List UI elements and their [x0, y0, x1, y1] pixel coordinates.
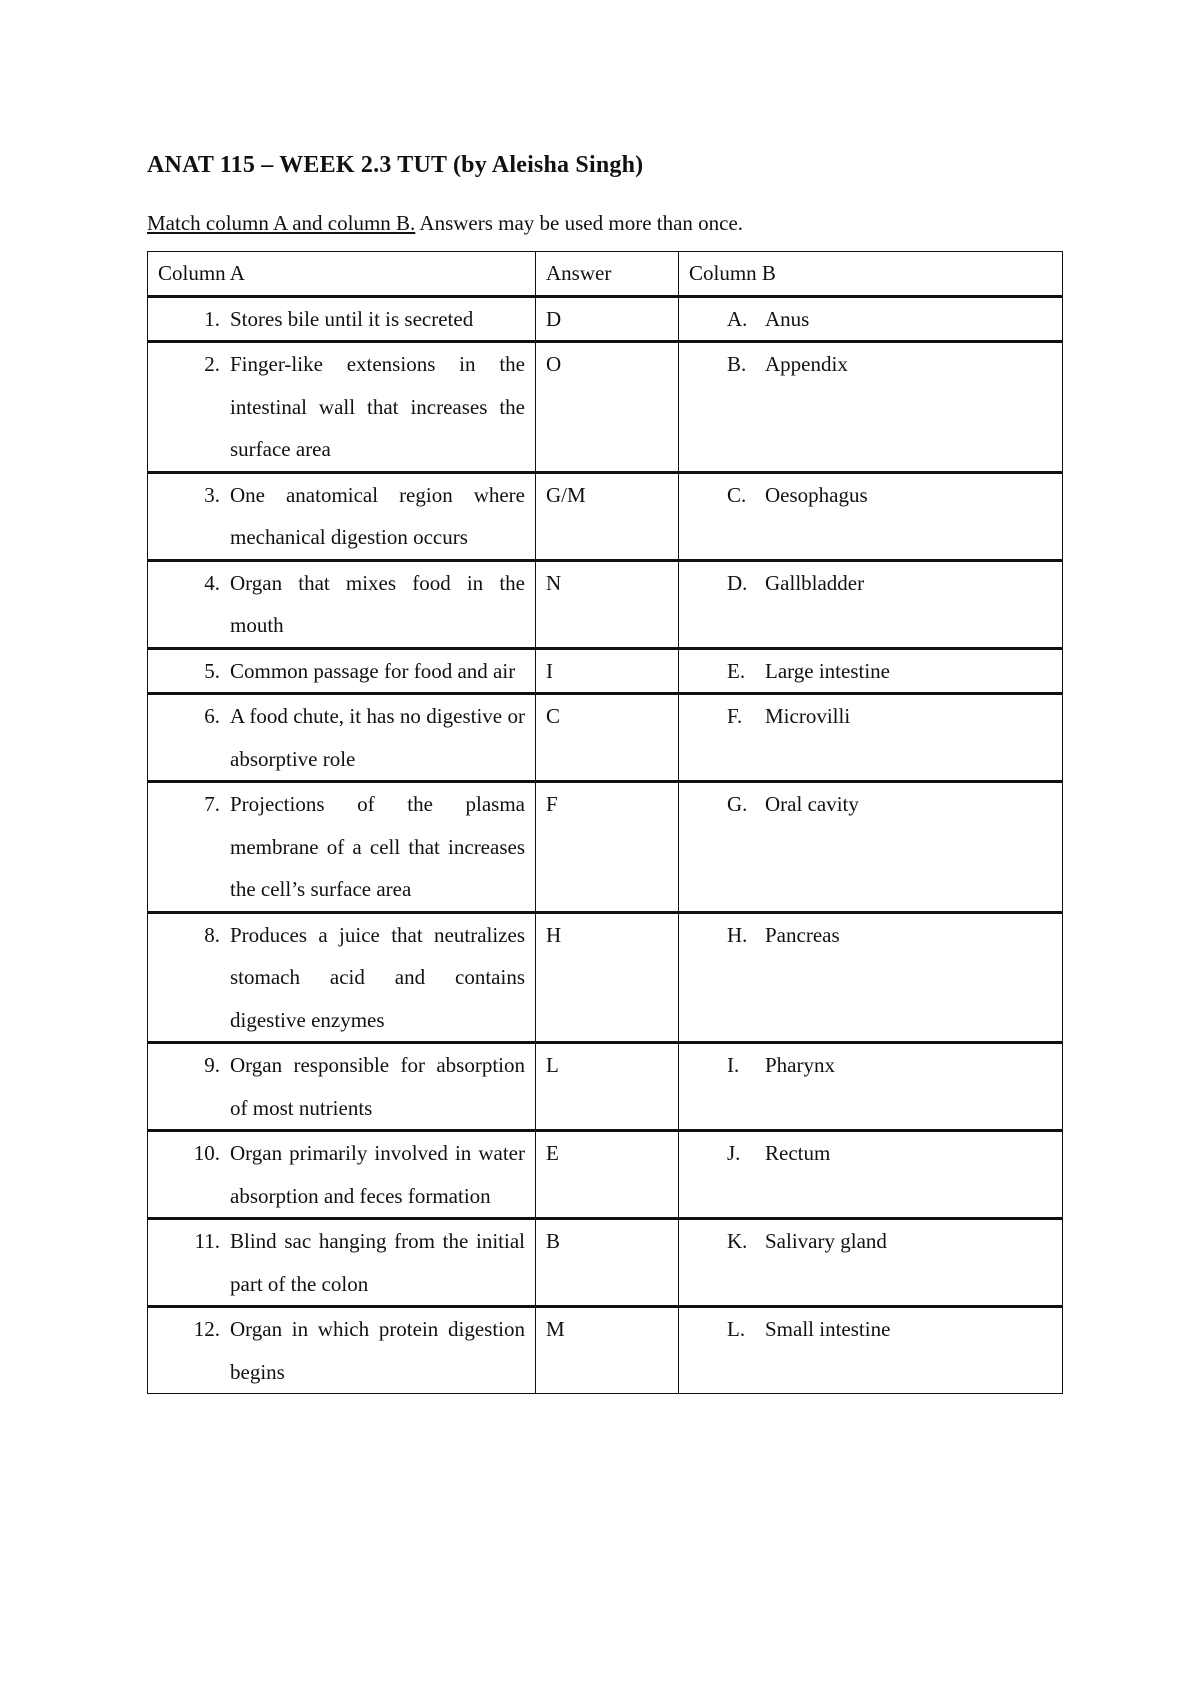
column-b-cell	[679, 296, 1063, 342]
document-title: ANAT 115 – WEEK 2.3 TUT (by Aleisha Singh)	[147, 152, 644, 178]
table-row	[148, 912, 1063, 1043]
question-number: 2.	[204, 352, 220, 376]
question-number: 12.	[193, 1317, 220, 1341]
option-text: Gallbladder	[765, 570, 865, 595]
table-row	[148, 472, 1063, 560]
answer-cell: M	[536, 1307, 679, 1394]
column-a-cell	[148, 782, 536, 913]
question-number: 10.	[193, 1141, 220, 1165]
column-a-cell	[148, 912, 536, 1043]
table-row	[148, 648, 1063, 694]
question-number: 8.	[204, 922, 220, 947]
column-a-cell	[148, 1131, 536, 1219]
instructions	[147, 210, 1062, 236]
answer-cell: D	[536, 296, 679, 342]
option-letter: F.	[727, 704, 743, 728]
column-b-cell	[679, 472, 1063, 560]
question-text: Organ primarily involved in water absorption and feces formation	[230, 1141, 525, 1208]
column-a-cell	[148, 1307, 536, 1394]
answer-cell: L	[536, 1043, 679, 1131]
question-text: Organ in which protein digestion begins	[230, 1317, 525, 1384]
option-text: Anus	[765, 306, 810, 331]
question-number: 6.	[204, 704, 220, 728]
question-text: Finger-like extensions in the intestinal wall that increases the surface area	[230, 352, 525, 461]
question-text: Blind sac hanging from the initial part of the colon	[230, 1229, 525, 1296]
column-a-cell	[148, 648, 536, 694]
option-letter: A.	[727, 306, 748, 331]
column-b-cell	[679, 1131, 1063, 1219]
option-text: Salivary gland	[765, 1229, 887, 1253]
column-a-cell	[148, 1043, 536, 1131]
column-b-cell	[679, 694, 1063, 782]
column-a-cell	[148, 342, 536, 473]
column-a-cell	[148, 560, 536, 648]
column-b-cell	[679, 1219, 1063, 1307]
question-number: 9.	[204, 1053, 220, 1077]
question-number: 4.	[204, 570, 220, 595]
answer-cell: G/M	[536, 472, 679, 560]
option-text: Pancreas	[765, 922, 840, 947]
table-row	[148, 296, 1063, 342]
answer-cell: H	[536, 912, 679, 1043]
question-text: Produces a juice that neutralizes stomach acid and contains digestive enzymes	[230, 922, 525, 1032]
question-text: Common passage for food and air	[230, 658, 516, 683]
option-text: Appendix	[765, 352, 848, 376]
table-header-row	[148, 252, 1063, 297]
option-text: Large intestine	[765, 658, 890, 683]
answer-cell: O	[536, 342, 679, 473]
option-letter: C.	[727, 482, 747, 507]
column-a-cell	[148, 472, 536, 560]
column-a-cell	[148, 1219, 536, 1307]
column-a-cell	[148, 296, 536, 342]
table-row	[148, 342, 1063, 473]
matching-table	[147, 251, 1063, 1394]
document-page	[147, 150, 1062, 1394]
column-b-cell	[679, 648, 1063, 694]
option-text: Small intestine	[765, 1317, 891, 1341]
option-text: Oral cavity	[765, 792, 859, 816]
column-b-cell	[679, 342, 1063, 473]
table-row	[148, 1307, 1063, 1394]
column-b-cell	[679, 782, 1063, 913]
answer-cell: B	[536, 1219, 679, 1307]
question-number: 5.	[204, 658, 220, 683]
header-column-b: Column B	[679, 252, 1063, 297]
question-text: Organ that mixes food in the mouth	[230, 570, 525, 637]
column-a-cell	[148, 694, 536, 782]
table-row	[148, 560, 1063, 648]
table-row	[148, 1043, 1063, 1131]
column-b-cell	[679, 560, 1063, 648]
table-row	[148, 694, 1063, 782]
option-text: Pharynx	[765, 1053, 835, 1077]
instructions-underlined: Match column A and column B.	[147, 211, 416, 235]
table-row	[148, 1219, 1063, 1307]
option-letter: B.	[727, 352, 747, 376]
answer-cell: C	[536, 694, 679, 782]
question-text: Organ responsible for absorption of most nutrients	[230, 1053, 525, 1120]
answer-cell: F	[536, 782, 679, 913]
option-letter: L.	[727, 1317, 746, 1341]
question-number: 11.	[194, 1229, 220, 1253]
instructions-rest: Answers may be used more than once.	[415, 211, 744, 235]
option-letter: G.	[727, 792, 748, 816]
table-row	[148, 1131, 1063, 1219]
answer-cell: N	[536, 560, 679, 648]
option-letter: I.	[727, 1053, 740, 1077]
column-b-cell	[679, 1043, 1063, 1131]
question-text: Stores bile until it is secreted	[230, 306, 474, 331]
header-column-a: Column A	[148, 252, 536, 297]
question-text: One anatomical region where mechanical digestion occurs	[230, 482, 525, 549]
question-number: 7.	[204, 792, 220, 816]
option-text: Rectum	[765, 1141, 831, 1165]
option-text: Microvilli	[765, 704, 851, 728]
question-text: A food chute, it has no digestive or absorptive role	[230, 704, 525, 771]
option-letter: K.	[727, 1229, 748, 1253]
column-b-cell	[679, 1307, 1063, 1394]
option-text: Oesophagus	[765, 482, 868, 507]
question-number: 3.	[204, 482, 220, 507]
option-letter: D.	[727, 570, 748, 595]
option-letter: E.	[727, 658, 746, 683]
option-letter: J.	[727, 1141, 741, 1165]
option-letter: H.	[727, 922, 748, 947]
header-answer: Answer	[536, 252, 679, 297]
column-b-cell	[679, 912, 1063, 1043]
question-number: 1.	[204, 306, 220, 331]
answer-cell: E	[536, 1131, 679, 1219]
answer-cell: I	[536, 648, 679, 694]
table-row	[148, 782, 1063, 913]
question-text: Projections of the plasma membrane of a cell that increases the cell’s surface area	[230, 792, 525, 901]
